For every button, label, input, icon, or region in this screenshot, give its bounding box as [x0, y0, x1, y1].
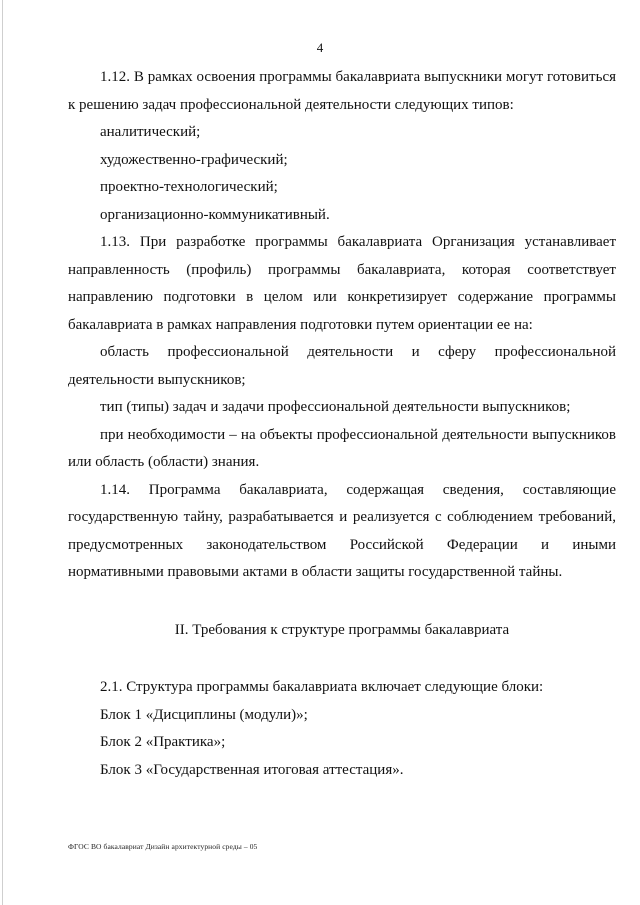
block-item: Блок 1 «Дисциплины (модули)»; — [100, 706, 308, 723]
document-footer: ФГОС ВО бакалавриат Дизайн архитектурной среды – 05 — [68, 842, 258, 851]
block-item: Блок 3 «Государственная итоговая аттестация». — [100, 761, 404, 778]
document-body — [68, 64, 616, 784]
list-item: организационно-коммуникативный. — [100, 206, 330, 223]
list-item: художественно-графический; — [100, 151, 288, 168]
page-edge — [2, 0, 3, 905]
section-heading: II. Требования к структуре программы бакалавриата — [174, 621, 510, 638]
clause-1-14: 1.14. Программа бакалавриата, содержащая сведения, составляющие государственную тайну, разрабатывается и реализуется с соблюдением требований, предусмотренных законодательством Российской Федерации и иными нормативными правовыми актами в области защиты государственной тайны. — [68, 481, 616, 580]
clause-1-13-item: тип (типы) задач и задачи профессиональной деятельности выпускников; — [100, 399, 571, 415]
list-item: проектно-технологический; — [100, 179, 278, 195]
clause-1-13-item: при необходимости – на объекты профессиональной деятельности выпускников или область (области) знания. — [68, 426, 616, 470]
clause-1-13: 1.13. При разработке программы бакалавриата Организация устанавливает направленность (профиль) программы бакалавриата, которая соответствует направлению подготовки в целом или конкретизирует содержание программы бакалавриата в рамках направления подготовки путем ориентации ее на: — [68, 234, 616, 333]
block-item: Блок 2 «Практика»; — [100, 734, 226, 750]
clause-1-12: 1.12. В рамках освоения программы бакалавриата выпускники могут готовиться к решению задач профессиональной деятельности следующих типов: — [68, 69, 616, 113]
clause-2-1: 2.1. Структура программы бакалавриата включает следующие блоки: — [100, 679, 544, 695]
list-item: аналитический; — [100, 124, 201, 140]
page-number: 4 — [316, 40, 324, 55]
clause-1-13-item: область профессиональной деятельности и сферу профессиональной деятельности выпускников; — [68, 344, 616, 388]
